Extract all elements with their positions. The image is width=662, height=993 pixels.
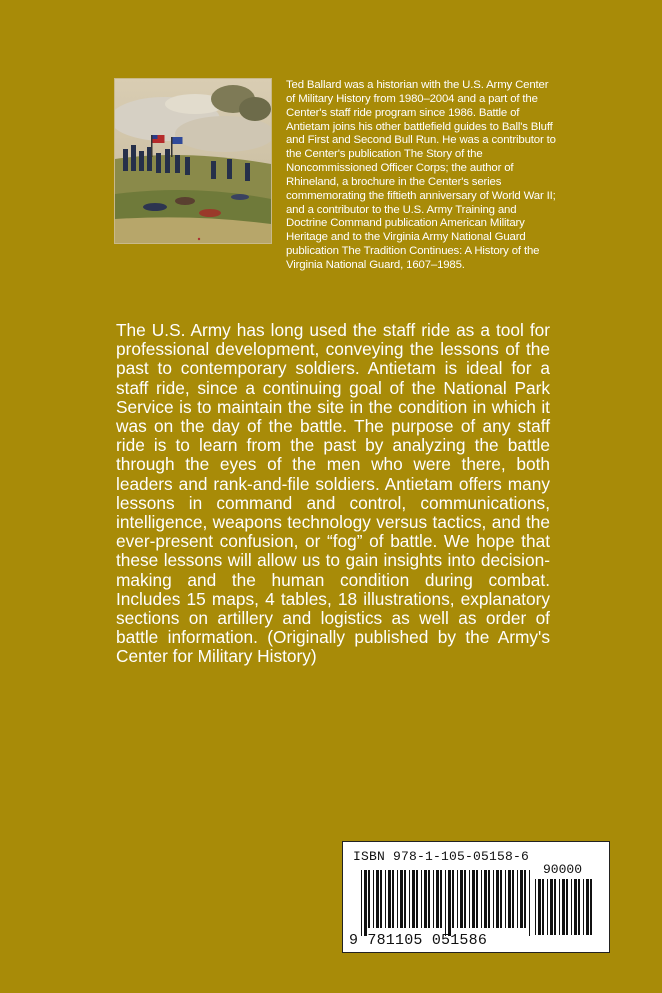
barcode-bar (464, 870, 466, 928)
barcode-bar (472, 870, 475, 928)
barcode-bar (578, 879, 580, 935)
barcode-bar (436, 870, 439, 928)
barcode-bar (488, 870, 490, 928)
barcode-bar (361, 870, 362, 936)
barcode-bar (392, 870, 394, 928)
barcode-bar (368, 870, 370, 928)
barcode-bar (542, 879, 544, 935)
barcode-bar (538, 879, 541, 935)
barcode-bar (508, 870, 511, 928)
barcode-bar (524, 870, 526, 928)
barcode-bar (571, 879, 572, 935)
barcode-bar (460, 870, 463, 928)
barcode-bar (559, 879, 560, 935)
barcode-bar (409, 870, 410, 928)
barcode-bar (457, 870, 458, 928)
barcode-bar (364, 870, 367, 936)
barcode-bar (547, 879, 548, 935)
barcode-bar (520, 870, 523, 928)
barcode-bar (476, 870, 478, 928)
barcode-digits: 9 781105 051586 (349, 932, 488, 949)
barcode-bar (512, 870, 514, 928)
barcode-bars (361, 870, 531, 936)
barcode-bar (493, 870, 494, 928)
barcode-bar (385, 870, 386, 928)
barcode-bar (380, 870, 382, 928)
barcode-bar (550, 879, 553, 935)
barcode-bar (562, 879, 565, 935)
barcode-bar (496, 870, 499, 928)
author-bio: Ted Ballard was a historian with the U.S. Army Center of Military History from 1980–2004 and a part of the Center's staff ride program since 1986. Battle of Antietam joins his other battlefield guides to Ball's Bluff and First and Second Bull Run. He was a contributor to the Center's publication The Story of the Noncommissioned Officer Corps; the author of Rhineland, a brochure in the Center's series commemorating the fiftieth anniversary of World War II; and a contributor to the U.S. Army Training and Doctrine Command publication American Military Heritage and to the Virginia Army National Guard publication The Tradition Continues: A History of the Virginia National Guard, 1607–1985. (286, 79, 556, 271)
barcode-bar (529, 870, 530, 936)
barcode-bar (373, 870, 374, 928)
barcode-bar (440, 870, 442, 928)
barcode-bar (428, 870, 430, 928)
barcode-bar (433, 870, 434, 928)
barcode-bar (574, 879, 577, 935)
barcode-bar (517, 870, 518, 928)
price-code: 90000 (543, 862, 583, 877)
barcode-bar (416, 870, 418, 928)
barcode-bar (400, 870, 403, 928)
barcode-bar (445, 870, 446, 936)
barcode-bar (583, 879, 584, 935)
barcode-addon-bars (535, 879, 595, 935)
barcode-bar (535, 879, 536, 935)
barcode-bar (484, 870, 487, 928)
barcode-bar (388, 870, 391, 928)
barcode-bar (469, 870, 470, 928)
barcode-bar (376, 870, 379, 928)
isbn-barcode (342, 841, 610, 953)
barcode-bar (404, 870, 406, 928)
barcode-bar (554, 879, 556, 935)
barcode-bar (500, 870, 502, 928)
barcode-bar (452, 870, 454, 928)
isbn-label: ISBN 978-1-105-05158-6 (353, 849, 530, 864)
cover-painting (114, 78, 272, 244)
barcode-bar (505, 870, 506, 928)
book-description: The U.S. Army has long used the staff ride as a tool for professional development, conveying the lessons of the past to contemporary soldiers. Antietam is ideal for a staff ride, since a continuing goal of the National Park Service is to maintain the site in the condition in which it was on the day of the battle. The purpose of any staff ride is to learn from the past by analyzing the battle through the eyes of the men who were there, both leaders and rank-and-file soldiers. Antietam offers many lessons in command and control, communications, intelligence, weapons technology versus tactics, and the ever-present confusion, or “fog” of battle. We hope that these lessons will allow us to gain insights into decision-making and the human condition during combat. Includes 15 maps, 4 tables, 18 illustrations, explanatory sections on artillery and logistics as well as order of battle information. (Originally published by the Army's Center for Military History) (116, 320, 550, 667)
barcode-bar (566, 879, 568, 935)
barcode-bar (590, 879, 592, 935)
barcode-bar (397, 870, 398, 928)
barcode-bar (424, 870, 427, 928)
barcode-bar (481, 870, 482, 928)
barcode-bar (412, 870, 415, 928)
barcode-bar (448, 870, 451, 936)
barcode-bar (586, 879, 589, 935)
barcode-bar (421, 870, 422, 928)
